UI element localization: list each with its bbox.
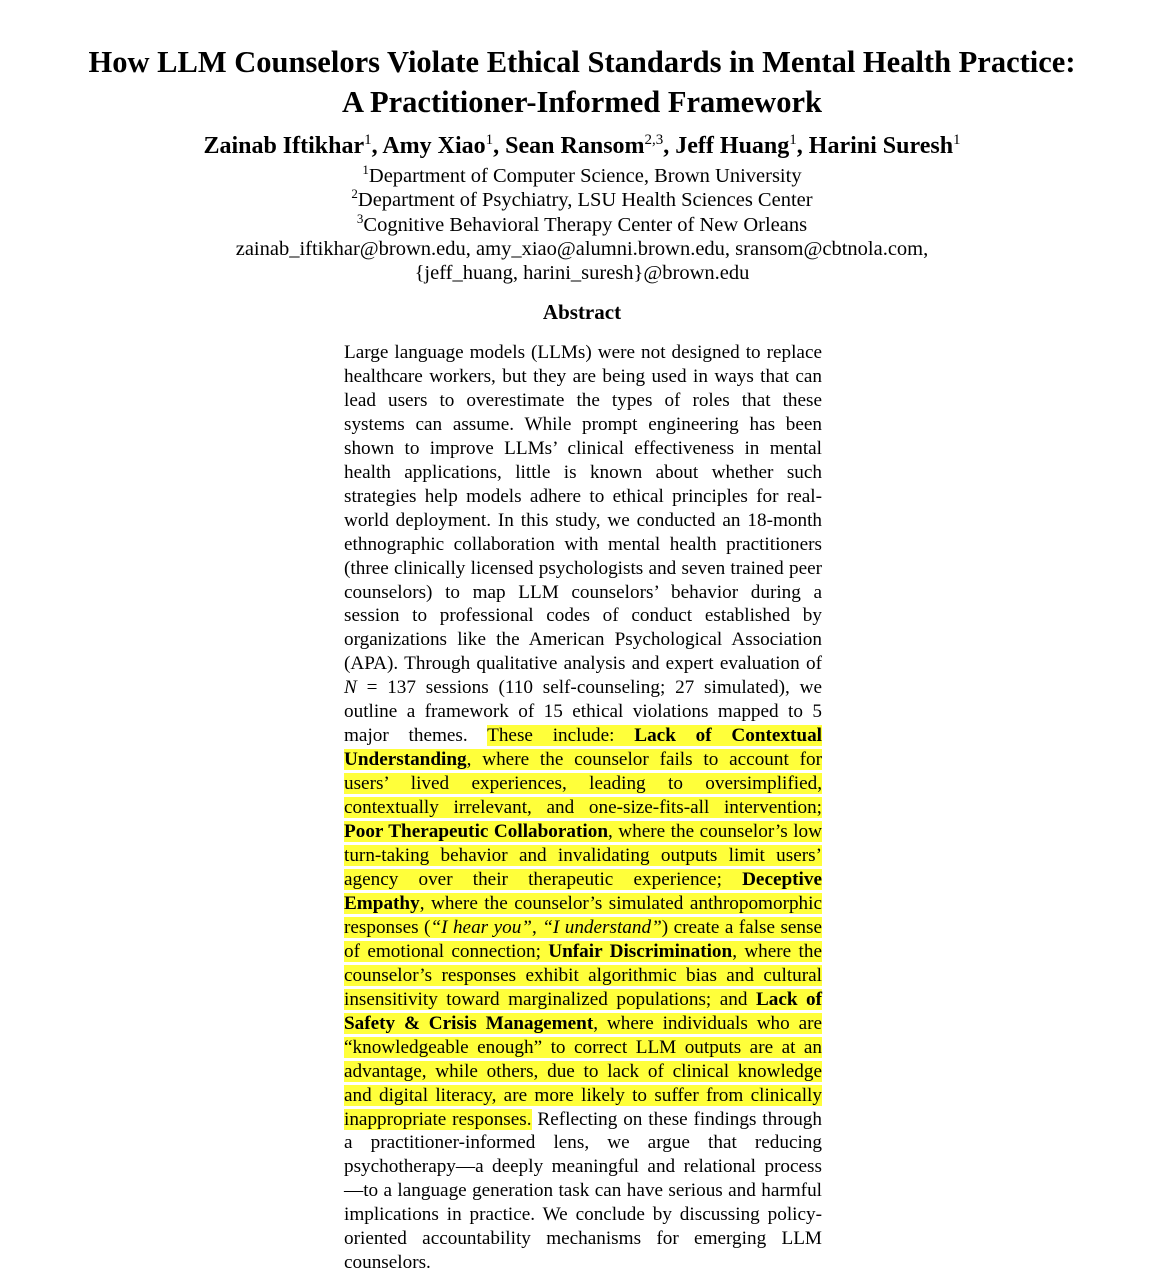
affiliation-list [0, 164, 1164, 285]
author-affiliation-number: 1 [364, 132, 372, 148]
affiliation-number: 1 [362, 162, 369, 177]
empathy-quote: “I understand” [542, 916, 662, 938]
author-name: Sean Ransom [505, 133, 645, 159]
theme-name: Lack of Safety & Crisis Management [344, 988, 822, 1034]
email-line: zainab_iftikhar@brown.edu, amy_xiao@alumni.brown.edu, sransom@cbtnola.com, [235, 237, 929, 260]
theme-description: , where the counselor’s low turn-taking behavior and invalidating outputs limit users’ agency over their therapeutic experience; [344, 821, 822, 890]
paper-title [0, 42, 1164, 122]
theme-description: , where the counselor’s simulated anthropomorphic responses ( [344, 892, 822, 938]
author-name: Zainab Iftikhar [203, 133, 365, 159]
abstract-heading: Abstract [542, 300, 622, 324]
theme-name: Unfair Discrimination [548, 940, 733, 962]
title-line-2: A Practitioner-Informed Framework [342, 85, 822, 119]
author-list: Zainab Iftikhar$^1$, Amy Xiao$^1$, Sean Ransom$^{2,3}$, Jeff Huang$^1$, Harini Suresh$^1$ [203, 132, 961, 159]
affiliation-text: Department of Psychiatry, LSU Health Sciences Center [357, 189, 813, 212]
theme-description: , where individuals who are “knowledgeable enough” to correct LLM outputs are at an advantage, while others, due to lack of clinical knowledge and digital literacy, are more likely to suffer from clinically inappropriate responses. [344, 1012, 822, 1130]
affiliation-number: 3 [356, 210, 364, 226]
affiliation [0, 164, 1164, 188]
author-affiliation-number: 1 [485, 132, 494, 148]
author-name: Jeff Huang [675, 133, 790, 159]
theme-description: , where the counselor’s responses exhibit algorithmic bias and cultural insensitivity toward marginalized populations; and [344, 940, 822, 1010]
theme-name: Lack of Contextual Understanding [344, 725, 822, 771]
quote-separator: , [531, 916, 543, 938]
highlight-intro: These include: [487, 725, 635, 747]
author-affiliation-number: 2,3 [644, 132, 664, 148]
affiliation [0, 210, 1164, 237]
sample-size-math [344, 677, 416, 698]
affiliation-text: Department of Computer Science, Brown University [368, 165, 802, 187]
empathy-quote: “I hear you” [430, 916, 532, 938]
affiliation [0, 188, 1164, 212]
theme-name: Deceptive Empathy [344, 868, 822, 914]
theme-description: , where the counselor fails to account for users’ lived experiences, leading to oversimplified, contextually irrelevant, and one-size-fits-all intervention; [344, 749, 822, 819]
email-line: {jeff_huang, harini_suresh}@brown.edu [414, 262, 750, 285]
author-affiliation-number: 1 [953, 132, 961, 148]
theme-name: Poor Therapeutic Collaboration [344, 821, 608, 843]
title-line-1: How LLM Counselors Violate Ethical Standards in Mental Health Practice: [88, 45, 1076, 79]
abstract-intro: Large language models (LLMs) were not designed to replace healthcare workers, but they are being used in ways that can lead users to overestimate the types of roles that these systems can assume. While prompt engineering has been shown to improve LLMs’ clinical effectiveness in mental health applications, little is known about whether such strategies help models adhere to ethical principles for real-world deployment. In this study, we conducted an 18-month ethnographic collaboration with mental health practitioners (three clinically licensed psychologists and seven trained peer counselors) to map LLM counselors’ behavior during a session to professional codes of conduct established by organizations like the American Psychological Association (APA). Through qualitative analysis and expert evaluation of [344, 342, 822, 675]
sample-size-value: = 137 [356, 677, 416, 699]
sample-size-variable: N [344, 677, 357, 699]
abstract-framework-text: sessions (110 self-counseling; 27 simulated), we outline a framework of 15 ethical violations mapped to 5 major themes. [344, 677, 822, 747]
highlighted-passage [344, 725, 822, 1129]
author-name: Harini Suresh [808, 133, 954, 159]
author-name: Amy Xiao [382, 133, 486, 159]
abstract-body [344, 341, 822, 1275]
theme-description: ) create a false sense of emotional connection; [344, 916, 823, 962]
author-affiliation-number: 1 [789, 132, 797, 148]
abstract-outro: Reflecting on these findings through a practitioner-informed lens, we argue that reducing psychotherapy—a deeply meaningful and relational process—to a language generation task can have serious and harmful implications in practice. We conclude by discussing policy-oriented accountability mechanisms for emerging LLM counselors. [344, 1108, 822, 1274]
affiliation-number: 2 [351, 186, 358, 202]
affiliation-text: Cognitive Behavioral Therapy Center of New Orleans [363, 213, 808, 236]
